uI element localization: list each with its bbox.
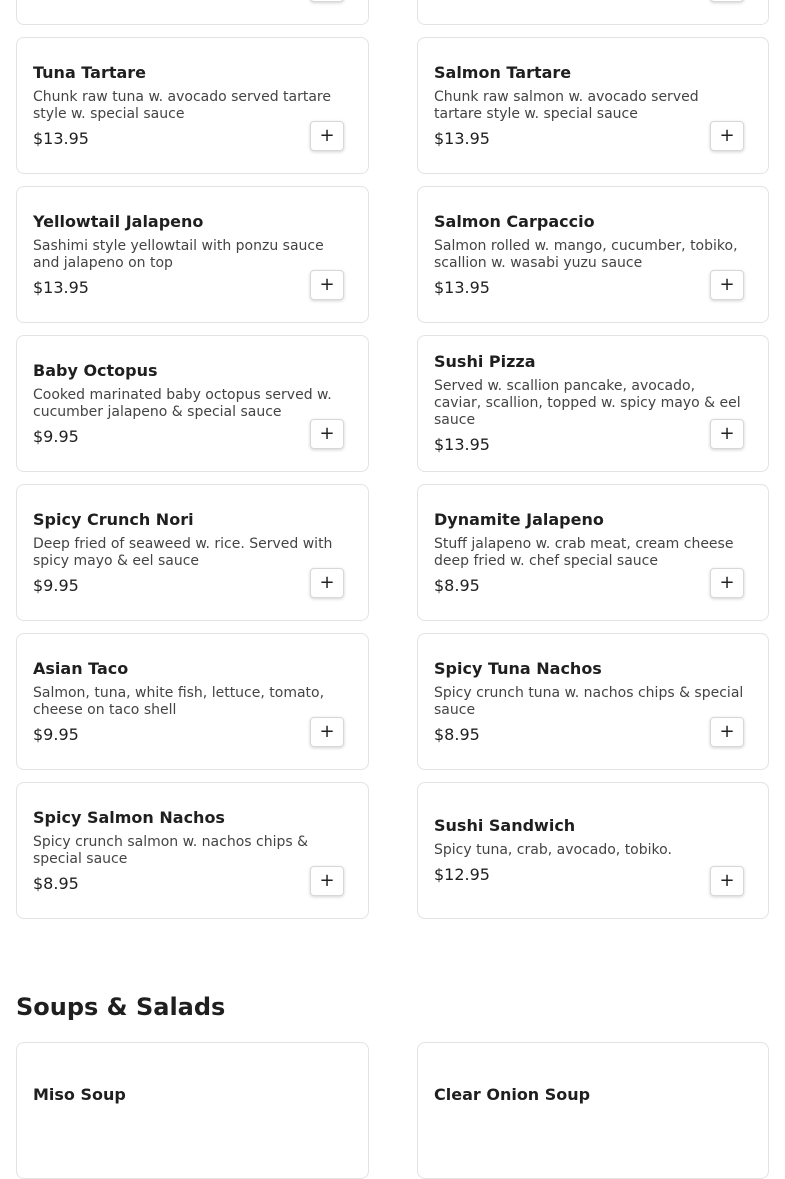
menu-item-card[interactable] [16, 633, 369, 770]
item-price: $9.95 [33, 724, 79, 744]
item-name: Spicy Tuna Nachos [434, 658, 602, 678]
menu-item-card[interactable] [417, 782, 769, 919]
item-description: Sashimi style yellowtail with ponzu sauce and jalapeno on top [33, 237, 324, 271]
item-price: $8.95 [33, 873, 79, 893]
item-description: Served w. scallion pancake, avocado, caviar, scallion, topped w. spicy mayo & eel sauce [434, 378, 741, 428]
item-description: Cooked marinated baby octopus served w. cucumber jalapeno & special sauce [33, 386, 332, 420]
menu-item-card[interactable] [417, 186, 769, 323]
plus-icon: + [719, 572, 735, 593]
add-item-button[interactable] [710, 419, 744, 449]
add-item-button[interactable] [310, 121, 344, 151]
add-item-button[interactable] [310, 717, 344, 747]
add-item-button[interactable] [310, 270, 344, 300]
item-description: Chunk raw salmon w. avocado served tartare style w. special sauce [434, 88, 699, 122]
item-description: Salmon rolled w. mango, cucumber, tobiko, scallion w. wasabi yuzu sauce [434, 237, 738, 271]
menu-item-card[interactable] [16, 186, 369, 323]
appetizer-items-grid [16, 0, 769, 919]
menu-item-card[interactable] [16, 484, 369, 621]
add-item-button[interactable] [710, 866, 744, 896]
item-description: Spicy crunch salmon w. nachos chips & special sauce [33, 833, 309, 867]
item-price: $8.95 [434, 724, 480, 744]
menu-item-card[interactable] [417, 37, 769, 174]
item-description: Spicy crunch tuna w. nachos chips & special sauce [434, 684, 744, 718]
menu-item-card[interactable] [16, 335, 369, 472]
plus-icon: + [719, 721, 735, 742]
add-item-button[interactable] [310, 0, 344, 2]
item-description: Chunk raw tuna w. avocado served tartare style w. special sauce [33, 88, 331, 122]
plus-icon: + [319, 572, 335, 593]
add-item-button[interactable] [710, 270, 744, 300]
item-name: Salmon Tartare [434, 62, 572, 82]
menu-item-card[interactable] [417, 0, 769, 25]
menu-item-card[interactable] [417, 633, 769, 770]
plus-icon: + [319, 125, 335, 146]
plus-icon: + [719, 423, 735, 444]
item-name: Spicy Crunch Nori [33, 509, 194, 529]
item-price: $13.95 [33, 277, 89, 297]
plus-icon: + [719, 870, 735, 891]
item-price: $13.95 [434, 435, 490, 454]
item-name: Sushi Pizza [434, 352, 536, 371]
item-description: Stuff jalapeno w. crab meat, cream cheese deep fried w. chef special sauce [434, 535, 734, 569]
plus-icon: + [319, 721, 335, 742]
item-price: $13.95 [33, 128, 89, 148]
add-item-button[interactable] [710, 0, 744, 2]
item-description: Spicy tuna, crab, avocado, tobiko. [434, 842, 672, 858]
item-description: Salmon, tuna, white fish, lettuce, tomato, cheese on taco shell [33, 684, 325, 718]
menu-item-card[interactable] [16, 782, 369, 919]
plus-icon: + [719, 125, 735, 146]
item-name: Salmon Carpaccio [434, 211, 595, 231]
add-item-button[interactable] [310, 866, 344, 896]
item-name: Asian Taco [33, 658, 129, 678]
item-name: Baby Octopus [33, 360, 158, 380]
item-name: Dynamite Jalapeno [434, 509, 604, 529]
plus-icon: + [319, 423, 335, 444]
item-price: $13.95 [434, 277, 490, 297]
item-description: Deep fried of seaweed w. rice. Served with spicy mayo & eel sauce [33, 535, 333, 569]
item-name: Clear Onion Soup [434, 1085, 591, 1104]
item-name: Yellowtail Jalapeno [33, 211, 204, 231]
menu-item-card[interactable] [417, 335, 769, 472]
item-price: $13.95 [434, 128, 490, 148]
item-price: $9.95 [33, 426, 79, 446]
add-item-button[interactable] [310, 568, 344, 598]
item-price: $8.95 [434, 575, 480, 595]
item-name: Tuna Tartare [33, 62, 147, 82]
add-item-button[interactable] [710, 717, 744, 747]
item-name: Spicy Salmon Nachos [33, 807, 225, 827]
item-name: Miso Soup [33, 1085, 126, 1104]
add-item-button[interactable] [710, 568, 744, 598]
item-price: $12.95 [434, 865, 490, 884]
menu-item-card[interactable] [16, 37, 369, 174]
add-item-button[interactable] [710, 121, 744, 151]
menu-item-card[interactable] [417, 484, 769, 621]
plus-icon: + [319, 870, 335, 891]
menu-item-card[interactable] [16, 0, 369, 25]
plus-icon: + [719, 274, 735, 295]
item-name: Sushi Sandwich [434, 816, 576, 835]
section-title: Soups & Salads [16, 993, 226, 1021]
item-price: $9.95 [33, 575, 79, 595]
plus-icon: + [319, 274, 335, 295]
add-item-button[interactable] [310, 419, 344, 449]
